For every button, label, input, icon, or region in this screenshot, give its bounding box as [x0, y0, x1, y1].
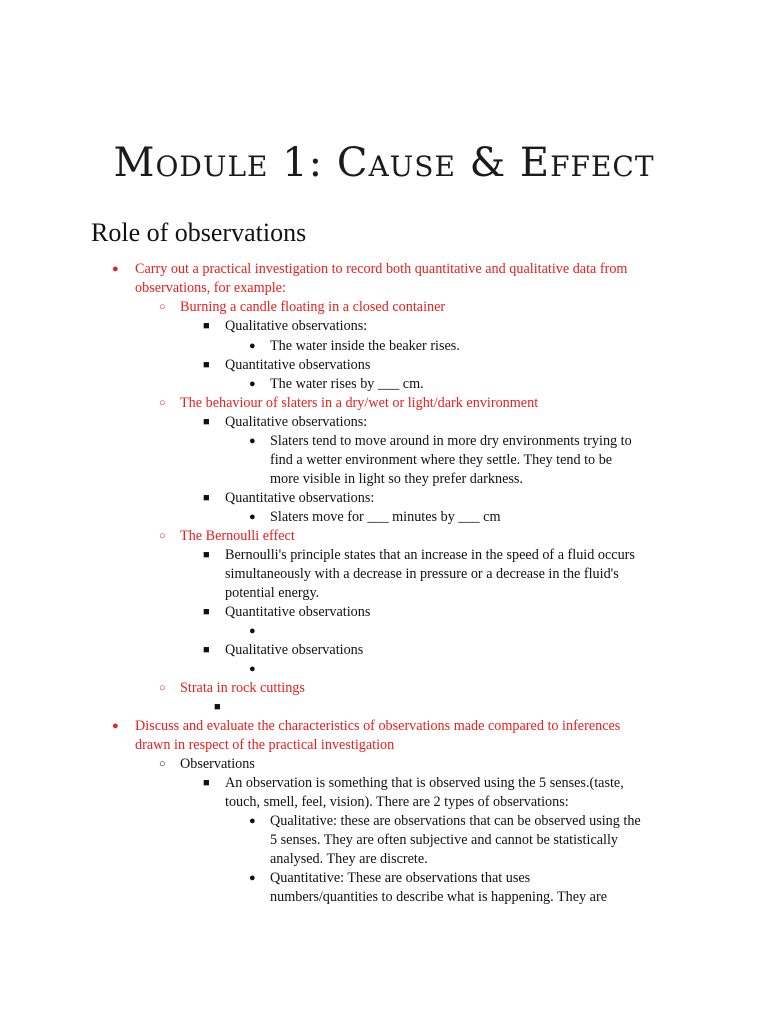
bullet-level3: ■: [203, 644, 210, 656]
list-item-text: Carry out a practical investigation to record both quantitative and qualitative data from: [135, 261, 628, 277]
list-item-text: potential energy.: [225, 585, 320, 601]
list-item-text: Qualitative observations: [225, 642, 364, 658]
bullet-level2: ○: [159, 758, 166, 770]
list-item-text: The water inside the beaker rises.: [270, 338, 460, 354]
list-item-text: Quantitative observations: [225, 604, 371, 620]
bullet-level3: ■: [214, 701, 221, 713]
bullet-level3: ■: [203, 320, 210, 332]
bullet-level4: ●: [249, 378, 256, 390]
bullet-level3: ■: [203, 606, 210, 618]
list-item-text: Strata in rock cuttings: [180, 680, 305, 696]
bullet-level2: ○: [159, 397, 166, 409]
bullet-level3: ■: [203, 416, 210, 428]
list-item-text: touch, smell, feel, vision). There are 2 types of observations:: [225, 794, 569, 810]
list-item-text: Discuss and evaluate the characteristics of observations made compared to inferences: [135, 718, 621, 734]
list-item-text: Qualitative: these are observations that can be observed using the: [270, 813, 641, 829]
bullet-level4: ●: [249, 340, 256, 352]
list-item-text: simultaneously with a decrease in pressure or a decrease in the fluid's: [225, 566, 619, 582]
bullet-level2: ○: [159, 530, 166, 542]
list-item-text: observations, for example:: [135, 280, 286, 296]
list-item-text: Slaters tend to move around in more dry environments trying to: [270, 433, 632, 449]
bullet-level2: ○: [159, 301, 166, 313]
list-item-text: numbers/quantities to describe what is happening. They are: [270, 889, 607, 905]
bullet-level4: ●: [249, 625, 256, 637]
list-item-text: drawn in respect of the practical investigation: [135, 737, 395, 753]
list-item-text: Qualitative observations:: [225, 414, 368, 430]
bullet-level3: ■: [203, 549, 210, 561]
bullet-level3: ■: [203, 777, 210, 789]
list-item-text: Quantitative observations: [225, 357, 371, 373]
list-item-text: The Bernoulli effect: [180, 528, 295, 544]
list-item-text: The behaviour of slaters in a dry/wet or light/dark environment: [180, 395, 539, 411]
bullet-level3: ■: [203, 359, 210, 371]
list-item-text: find a wetter environment where they settle. They tend to be: [270, 452, 613, 468]
list-item-text: An observation is something that is observed using the 5 senses.(taste,: [225, 775, 624, 791]
bullet-level4: ●: [249, 815, 256, 827]
list-item-text: Burning a candle floating in a closed container: [180, 299, 446, 315]
bullet-level1: ●: [112, 263, 119, 275]
list-item-text: Quantitative: These are observations that uses: [270, 870, 531, 886]
bullet-level4: ●: [249, 872, 256, 884]
list-item-text: analysed. They are discrete.: [270, 851, 428, 867]
bullet-level1: ●: [112, 720, 119, 732]
list-item-text: Quantitative observations:: [225, 490, 375, 506]
list-item-text: The water rises by ___ cm.: [270, 376, 424, 392]
list-item-text: Qualitative observations:: [225, 318, 368, 334]
list-item-text: 5 senses. They are often subjective and cannot be statistically: [270, 832, 619, 848]
bullet-level3: ■: [203, 492, 210, 504]
page-title: Module 1: Cause & Effect: [113, 140, 655, 186]
bullet-level4: ●: [249, 435, 256, 447]
section-heading: Role of observations: [91, 218, 307, 247]
bullet-level4: ●: [249, 511, 256, 523]
list-item-text: Observations: [180, 756, 255, 772]
list-item-text: more visible in light so they prefer darkness.: [270, 471, 523, 487]
bullet-level4: ●: [249, 663, 256, 675]
list-item-text: Bernoulli's principle states that an increase in the speed of a fluid occurs: [225, 547, 635, 563]
list-item-text: Slaters move for ___ minutes by ___ cm: [270, 509, 501, 525]
bullet-level2: ○: [159, 682, 166, 694]
